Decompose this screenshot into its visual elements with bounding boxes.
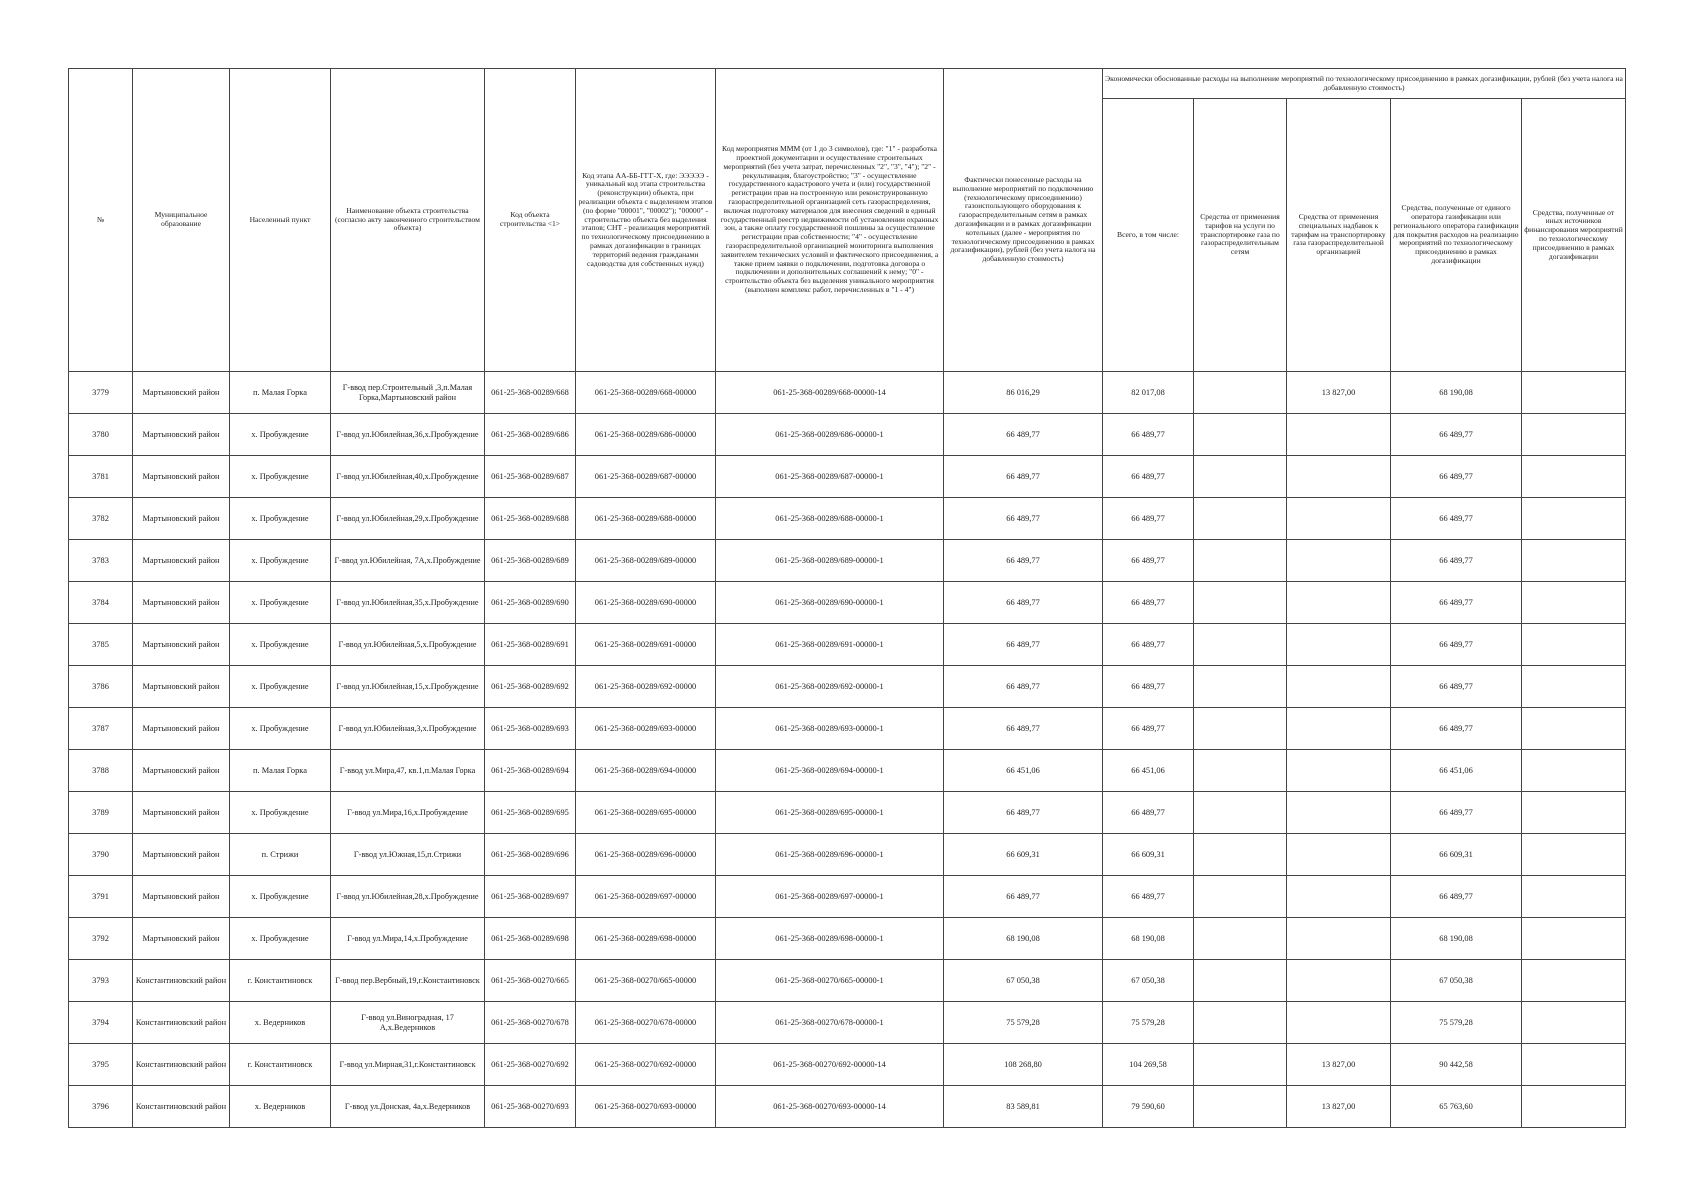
cell-total: 66 489,77: [1103, 414, 1194, 456]
cell-settlement: х. Пробуждение: [230, 582, 331, 624]
table-row: [69, 624, 1626, 666]
cell-object-code: 061-25-368-00289/695: [485, 792, 576, 834]
cell-event-code: 061-25-368-00289/692-00000-1: [716, 666, 944, 708]
header-stage-code: Код этапа АА-ББ-ГГГ-Х, где: ЭЭЭЭЭ - уникальный код этапа строительства (реконструкции) объекта, при реализации объекта с выделением этапов (по форме "00001", "00002"); "00000" - строительство объекта без выделения этапов; СНТ - реализация мероприятий по технологическому присоединению в рамках догазификации в границах территорий ведения гражданами садоводства для собственных нужд): [576, 69, 716, 372]
cell-stage-code: 061-25-368-00289/694-00000: [576, 750, 716, 792]
cell-settlement: х. Пробуждение: [230, 708, 331, 750]
cell-operator-funds: 66 489,77: [1391, 666, 1522, 708]
cell-event-code: 061-25-368-00289/689-00000-1: [716, 540, 944, 582]
cell-other-sources: [1522, 834, 1626, 876]
cell-settlement: г. Константиновск: [230, 1044, 331, 1086]
cell-operator-funds: 66 489,77: [1391, 582, 1522, 624]
cell-no: 3794: [69, 1002, 133, 1044]
cell-object-name: Г-ввод ул.Юбилейная,15,х.Пробуждение: [331, 666, 485, 708]
header-no: №: [69, 69, 133, 372]
cell-settlement: х. Ведерников: [230, 1086, 331, 1128]
cell-stage-code: 061-25-368-00289/691-00000: [576, 624, 716, 666]
header-surcharges: Средства от применения специальных надбавок к тарифам на транспортировку газа газораспределительной организацией: [1287, 99, 1391, 372]
cell-settlement: х. Ведерников: [230, 1002, 331, 1044]
cell-total: 66 489,77: [1103, 876, 1194, 918]
cell-municipality: Константиновский район: [133, 1086, 230, 1128]
cell-total: 66 489,77: [1103, 498, 1194, 540]
cell-object-name: Г-ввод ул.Мирная,31,г.Константиновск: [331, 1044, 485, 1086]
cell-tariffs: [1194, 1002, 1287, 1044]
cell-stage-code: 061-25-368-00289/697-00000: [576, 876, 716, 918]
cell-other-sources: [1522, 918, 1626, 960]
cell-object-code: 061-25-368-00289/687: [485, 456, 576, 498]
cell-tariffs: [1194, 540, 1287, 582]
cell-object-name: Г-ввод ул.Южная,15,п.Стрижи: [331, 834, 485, 876]
cell-operator-funds: 66 489,77: [1391, 456, 1522, 498]
cell-other-sources: [1522, 708, 1626, 750]
cell-stage-code: 061-25-368-00270/692-00000: [576, 1044, 716, 1086]
cell-object-name: Г-ввод ул.Юбилейная,29,х.Пробуждение: [331, 498, 485, 540]
cell-actual-costs: 66 489,77: [944, 582, 1103, 624]
table-row: [69, 1044, 1626, 1086]
cell-total: 66 489,77: [1103, 582, 1194, 624]
cell-event-code: 061-25-368-00289/691-00000-1: [716, 624, 944, 666]
cell-total: 66 489,77: [1103, 708, 1194, 750]
cell-municipality: Мартыновский район: [133, 666, 230, 708]
cell-event-code: 061-25-368-00289/694-00000-1: [716, 750, 944, 792]
cell-operator-funds: 66 489,77: [1391, 498, 1522, 540]
cell-no: 3780: [69, 414, 133, 456]
cell-total: 82 017,08: [1103, 372, 1194, 414]
cell-object-code: 061-25-368-00289/697: [485, 876, 576, 918]
cell-other-sources: [1522, 750, 1626, 792]
cell-operator-funds: 68 190,08: [1391, 918, 1522, 960]
cell-municipality: Мартыновский район: [133, 372, 230, 414]
cell-surcharges: [1287, 582, 1391, 624]
cell-operator-funds: 66 489,77: [1391, 414, 1522, 456]
cell-operator-funds: 67 050,38: [1391, 960, 1522, 1002]
cell-object-name: Г-ввод ул.Юбилейная,36,х.Пробуждение: [331, 414, 485, 456]
cell-event-code: 061-25-368-00289/688-00000-1: [716, 498, 944, 540]
cell-object-name: Г-ввод ул.Мира,14,х.Пробуждение: [331, 918, 485, 960]
header-settlement: Населенный пункт: [230, 69, 331, 372]
cell-total: 66 451,06: [1103, 750, 1194, 792]
cell-other-sources: [1522, 540, 1626, 582]
cell-actual-costs: 66 489,77: [944, 792, 1103, 834]
table-header: [69, 69, 1626, 372]
cell-object-code: 061-25-368-00289/690: [485, 582, 576, 624]
table-row: [69, 1086, 1626, 1128]
cell-actual-costs: 83 589,81: [944, 1086, 1103, 1128]
table-row: [69, 876, 1626, 918]
cell-surcharges: [1287, 414, 1391, 456]
cell-other-sources: [1522, 1002, 1626, 1044]
cell-operator-funds: 66 489,77: [1391, 792, 1522, 834]
cell-stage-code: 061-25-368-00289/668-00000: [576, 372, 716, 414]
cell-surcharges: 13 827,00: [1287, 1044, 1391, 1086]
cell-operator-funds: 75 579,28: [1391, 1002, 1522, 1044]
cell-no: 3782: [69, 498, 133, 540]
cell-event-code: 061-25-368-00289/695-00000-1: [716, 792, 944, 834]
cell-surcharges: 13 827,00: [1287, 1086, 1391, 1128]
cell-stage-code: 061-25-368-00289/698-00000: [576, 918, 716, 960]
cell-object-name: Г-ввод пер.Вербный,19,г.Константиновск: [331, 960, 485, 1002]
cell-no: 3789: [69, 792, 133, 834]
cell-tariffs: [1194, 1086, 1287, 1128]
cell-settlement: х. Пробуждение: [230, 456, 331, 498]
cell-settlement: п. Стрижи: [230, 834, 331, 876]
cell-actual-costs: 66 489,77: [944, 414, 1103, 456]
cell-tariffs: [1194, 498, 1287, 540]
cell-municipality: Мартыновский район: [133, 456, 230, 498]
cell-operator-funds: 90 442,58: [1391, 1044, 1522, 1086]
cell-actual-costs: 66 489,77: [944, 624, 1103, 666]
cell-stage-code: 061-25-368-00289/688-00000: [576, 498, 716, 540]
table-row: [69, 708, 1626, 750]
cell-other-sources: [1522, 624, 1626, 666]
gasification-costs-table: [68, 68, 1626, 1128]
cell-surcharges: [1287, 792, 1391, 834]
cell-settlement: х. Пробуждение: [230, 918, 331, 960]
cell-object-name: Г-ввод ул.Виноградная, 17 А,х.Ведерников: [331, 1002, 485, 1044]
cell-surcharges: [1287, 708, 1391, 750]
cell-surcharges: [1287, 498, 1391, 540]
cell-operator-funds: 65 763,60: [1391, 1086, 1522, 1128]
cell-municipality: Мартыновский район: [133, 540, 230, 582]
cell-object-name: Г-ввод ул.Юбилейная,3,х.Пробуждение: [331, 708, 485, 750]
cell-other-sources: [1522, 792, 1626, 834]
table-row: [69, 414, 1626, 456]
cell-no: 3785: [69, 624, 133, 666]
table-row: [69, 498, 1626, 540]
cell-other-sources: [1522, 372, 1626, 414]
cell-total: 66 489,77: [1103, 624, 1194, 666]
cell-object-name: Г-ввод ул.Мира,16,х.Пробуждение: [331, 792, 485, 834]
cell-object-name: Г-ввод ул.Юбилейная, 7А,х.Пробуждение: [331, 540, 485, 582]
cell-municipality: Мартыновский район: [133, 834, 230, 876]
table-row: [69, 792, 1626, 834]
cell-tariffs: [1194, 750, 1287, 792]
cell-object-code: 061-25-368-00270/665: [485, 960, 576, 1002]
cell-event-code: 061-25-368-00289/697-00000-1: [716, 876, 944, 918]
cell-no: 3779: [69, 372, 133, 414]
cell-actual-costs: 75 579,28: [944, 1002, 1103, 1044]
cell-settlement: п. Малая Горка: [230, 750, 331, 792]
header-group-title: Экономически обоснованные расходы на выполнение мероприятий по технологическому присоединению в рамках догазификации, рублей (без учета налога на добавленную стоимость): [1103, 69, 1626, 99]
table-row: [69, 834, 1626, 876]
header-municipality: Муниципальное образование: [133, 69, 230, 372]
cell-tariffs: [1194, 414, 1287, 456]
cell-surcharges: [1287, 624, 1391, 666]
cell-tariffs: [1194, 960, 1287, 1002]
cell-municipality: Мартыновский район: [133, 624, 230, 666]
cell-municipality: Мартыновский район: [133, 876, 230, 918]
cell-settlement: п. Малая Горка: [230, 372, 331, 414]
cell-event-code: 061-25-368-00289/690-00000-1: [716, 582, 944, 624]
cell-total: 66 489,77: [1103, 666, 1194, 708]
cell-municipality: Мартыновский район: [133, 918, 230, 960]
cell-object-name: Г-ввод пер.Строительный ,3,п.Малая Горка,Мартыновский район: [331, 372, 485, 414]
cell-stage-code: 061-25-368-00270/665-00000: [576, 960, 716, 1002]
cell-operator-funds: 66 609,31: [1391, 834, 1522, 876]
cell-operator-funds: 66 451,06: [1391, 750, 1522, 792]
table-row: [69, 750, 1626, 792]
cell-settlement: г. Константиновск: [230, 960, 331, 1002]
cell-object-code: 061-25-368-00270/678: [485, 1002, 576, 1044]
cell-event-code: 061-25-368-00289/668-00000-14: [716, 372, 944, 414]
cell-object-name: Г-ввод ул.Донская, 4а,х.Ведерников: [331, 1086, 485, 1128]
header-total: Всего, в том числе:: [1103, 99, 1194, 372]
cell-event-code: 061-25-368-00270/678-00000-1: [716, 1002, 944, 1044]
header-object-name: Наименование объекта строительства (согласно акту законченного строительством объекта): [331, 69, 485, 372]
cell-no: 3783: [69, 540, 133, 582]
cell-operator-funds: 66 489,77: [1391, 624, 1522, 666]
cell-settlement: х. Пробуждение: [230, 540, 331, 582]
cell-no: 3784: [69, 582, 133, 624]
cell-total: 66 609,31: [1103, 834, 1194, 876]
header-other-sources: Средства, полученные от иных источников финансирования мероприятий по технологическому присоединению в рамках догазификации: [1522, 99, 1626, 372]
cell-other-sources: [1522, 414, 1626, 456]
cell-other-sources: [1522, 498, 1626, 540]
cell-no: 3795: [69, 1044, 133, 1086]
cell-tariffs: [1194, 582, 1287, 624]
header-object-code: Код объекта строительства <1>: [485, 69, 576, 372]
cell-no: 3796: [69, 1086, 133, 1128]
header-actual-costs: Фактически понесенные расходы на выполнение мероприятий по подключению (технологическому присоединению) газоиспользующего оборудования к газораспределительным сетям в рамках догазификации и в рамках догазификации котельных (далее - мероприятия по технологическому присоединению в рамках догазификации), рублей (без учета налога на добавленную стоимость): [944, 69, 1103, 372]
cell-stage-code: 061-25-368-00289/692-00000: [576, 666, 716, 708]
cell-tariffs: [1194, 372, 1287, 414]
table-body: [69, 372, 1626, 1128]
cell-other-sources: [1522, 456, 1626, 498]
cell-object-code: 061-25-368-00289/694: [485, 750, 576, 792]
cell-other-sources: [1522, 1044, 1626, 1086]
cell-settlement: х. Пробуждение: [230, 792, 331, 834]
cell-actual-costs: 66 489,77: [944, 540, 1103, 582]
cell-object-code: 061-25-368-00289/668: [485, 372, 576, 414]
cell-other-sources: [1522, 960, 1626, 1002]
cell-actual-costs: 68 190,08: [944, 918, 1103, 960]
cell-object-code: 061-25-368-00289/698: [485, 918, 576, 960]
cell-total: 66 489,77: [1103, 456, 1194, 498]
cell-object-code: 061-25-368-00270/693: [485, 1086, 576, 1128]
cell-tariffs: [1194, 666, 1287, 708]
cell-event-code: 061-25-368-00289/693-00000-1: [716, 708, 944, 750]
cell-object-code: 061-25-368-00289/688: [485, 498, 576, 540]
cell-tariffs: [1194, 834, 1287, 876]
cell-tariffs: [1194, 456, 1287, 498]
cell-actual-costs: 66 489,77: [944, 666, 1103, 708]
table-row: [69, 582, 1626, 624]
cell-other-sources: [1522, 1086, 1626, 1128]
cell-actual-costs: 66 489,77: [944, 498, 1103, 540]
cell-object-name: Г-ввод ул.Мира,47, кв.1,п.Малая Горка: [331, 750, 485, 792]
cell-settlement: х. Пробуждение: [230, 666, 331, 708]
cell-municipality: Мартыновский район: [133, 582, 230, 624]
cell-municipality: Мартыновский район: [133, 498, 230, 540]
cell-object-code: 061-25-368-00289/693: [485, 708, 576, 750]
table-row: [69, 540, 1626, 582]
cell-municipality: Константиновский район: [133, 1044, 230, 1086]
cell-event-code: 061-25-368-00289/696-00000-1: [716, 834, 944, 876]
cell-actual-costs: 66 609,31: [944, 834, 1103, 876]
cell-object-code: 061-25-368-00289/696: [485, 834, 576, 876]
cell-no: 3791: [69, 876, 133, 918]
cell-surcharges: [1287, 834, 1391, 876]
table-row: [69, 918, 1626, 960]
cell-municipality: Константиновский район: [133, 1002, 230, 1044]
cell-municipality: Мартыновский район: [133, 708, 230, 750]
cell-event-code: 061-25-368-00289/687-00000-1: [716, 456, 944, 498]
cell-actual-costs: 86 016,29: [944, 372, 1103, 414]
cell-surcharges: [1287, 918, 1391, 960]
cell-surcharges: [1287, 960, 1391, 1002]
cell-no: 3787: [69, 708, 133, 750]
cell-object-code: 061-25-368-00289/686: [485, 414, 576, 456]
cell-other-sources: [1522, 582, 1626, 624]
cell-no: 3786: [69, 666, 133, 708]
cell-surcharges: [1287, 540, 1391, 582]
cell-object-code: 061-25-368-00289/689: [485, 540, 576, 582]
cell-actual-costs: 67 050,38: [944, 960, 1103, 1002]
table-row: [69, 1002, 1626, 1044]
cell-stage-code: 061-25-368-00289/696-00000: [576, 834, 716, 876]
cell-event-code: 061-25-368-00289/686-00000-1: [716, 414, 944, 456]
cell-surcharges: 13 827,00: [1287, 372, 1391, 414]
cell-surcharges: [1287, 876, 1391, 918]
cell-tariffs: [1194, 1044, 1287, 1086]
cell-object-code: 061-25-368-00270/692: [485, 1044, 576, 1086]
cell-surcharges: [1287, 456, 1391, 498]
cell-settlement: х. Пробуждение: [230, 624, 331, 666]
header-operator-funds: Средства, полученные от единого оператора газификации или регионального оператора газификации для покрытия расходов на реализацию мероприятий по технологическому присоединению в рамках догазификации: [1391, 99, 1522, 372]
cell-municipality: Мартыновский район: [133, 750, 230, 792]
cell-object-code: 061-25-368-00289/692: [485, 666, 576, 708]
cell-total: 75 579,28: [1103, 1002, 1194, 1044]
cell-operator-funds: 68 190,08: [1391, 372, 1522, 414]
cell-municipality: Мартыновский район: [133, 414, 230, 456]
cell-stage-code: 061-25-368-00289/687-00000: [576, 456, 716, 498]
cell-no: 3792: [69, 918, 133, 960]
cell-stage-code: 061-25-368-00270/678-00000: [576, 1002, 716, 1044]
cell-surcharges: [1287, 1002, 1391, 1044]
cell-stage-code: 061-25-368-00289/686-00000: [576, 414, 716, 456]
table-row: [69, 666, 1626, 708]
cell-no: 3793: [69, 960, 133, 1002]
cell-settlement: х. Пробуждение: [230, 498, 331, 540]
header-tariffs: Средства от применения тарифов на услуги по транспортировке газа по газораспределительным сетям: [1194, 99, 1287, 372]
table-row: [69, 960, 1626, 1002]
cell-other-sources: [1522, 876, 1626, 918]
cell-total: 67 050,38: [1103, 960, 1194, 1002]
cell-operator-funds: 66 489,77: [1391, 708, 1522, 750]
cell-no: 3788: [69, 750, 133, 792]
cell-actual-costs: 66 451,06: [944, 750, 1103, 792]
cell-object-name: Г-ввод ул.Юбилейная,28,х.Пробуждение: [331, 876, 485, 918]
cell-actual-costs: 66 489,77: [944, 708, 1103, 750]
cell-stage-code: 061-25-368-00289/689-00000: [576, 540, 716, 582]
cell-surcharges: [1287, 750, 1391, 792]
cell-municipality: Константиновский район: [133, 960, 230, 1002]
table-row: [69, 456, 1626, 498]
cell-surcharges: [1287, 666, 1391, 708]
cell-object-code: 061-25-368-00289/691: [485, 624, 576, 666]
cell-tariffs: [1194, 624, 1287, 666]
cell-tariffs: [1194, 708, 1287, 750]
cell-other-sources: [1522, 666, 1626, 708]
cell-operator-funds: 66 489,77: [1391, 876, 1522, 918]
cell-stage-code: 061-25-368-00289/690-00000: [576, 582, 716, 624]
cell-object-name: Г-ввод ул.Юбилейная,35,х.Пробуждение: [331, 582, 485, 624]
cell-tariffs: [1194, 876, 1287, 918]
cell-municipality: Мартыновский район: [133, 792, 230, 834]
cell-event-code: 061-25-368-00270/692-00000-14: [716, 1044, 944, 1086]
cell-event-code: 061-25-368-00270/693-00000-14: [716, 1086, 944, 1128]
header-event-code: Код мероприятия ММM (от 1 до 3 символов), где: "1" - разработка проектной документации и осуществление строительных мероприятий (без учета затрат, перечисленных "2", "3", "4"); "2" - рекультивация, благоустройство; "3" - осуществление государственного кадастрового учета и (или) государственной регистрации прав на построенную или реконструированную газораспределительной организацией сеть газораспределения, включая подготовку материалов для внесения сведений в единый государственный реестр недвижимости об установлении охранных зон, а также оплату государственной пошлины за осуществление регистрации прав собственности; "4" - осуществление газораспределительной организацией мониторинга выполнения заявителем технических условий и фактического присоединения, а также прием заявки о подключении, подготовка договора о подключении и дополнительных соглашений к нему; "0" - строительство объекта без выделения уникального мероприятия (выполнен комплекс работ, перечисленных в "1 - 4"): [716, 69, 944, 372]
table-row: [69, 372, 1626, 414]
cell-tariffs: [1194, 792, 1287, 834]
cell-settlement: х. Пробуждение: [230, 414, 331, 456]
cell-no: 3790: [69, 834, 133, 876]
cell-actual-costs: 66 489,77: [944, 876, 1103, 918]
cell-total: 68 190,08: [1103, 918, 1194, 960]
cell-total: 66 489,77: [1103, 792, 1194, 834]
cell-stage-code: 061-25-368-00270/693-00000: [576, 1086, 716, 1128]
cell-actual-costs: 66 489,77: [944, 456, 1103, 498]
cell-object-name: Г-ввод ул.Юбилейная,5,х.Пробуждение: [331, 624, 485, 666]
cell-tariffs: [1194, 918, 1287, 960]
cell-operator-funds: 66 489,77: [1391, 540, 1522, 582]
cell-stage-code: 061-25-368-00289/695-00000: [576, 792, 716, 834]
cell-total: 104 269,58: [1103, 1044, 1194, 1086]
cell-object-name: Г-ввод ул.Юбилейная,40,х.Пробуждение: [331, 456, 485, 498]
cell-total: 79 590,60: [1103, 1086, 1194, 1128]
cell-no: 3781: [69, 456, 133, 498]
cell-event-code: 061-25-368-00270/665-00000-1: [716, 960, 944, 1002]
cell-actual-costs: 108 268,80: [944, 1044, 1103, 1086]
cell-total: 66 489,77: [1103, 540, 1194, 582]
cell-event-code: 061-25-368-00289/698-00000-1: [716, 918, 944, 960]
cell-stage-code: 061-25-368-00289/693-00000: [576, 708, 716, 750]
cell-settlement: х. Пробуждение: [230, 876, 331, 918]
